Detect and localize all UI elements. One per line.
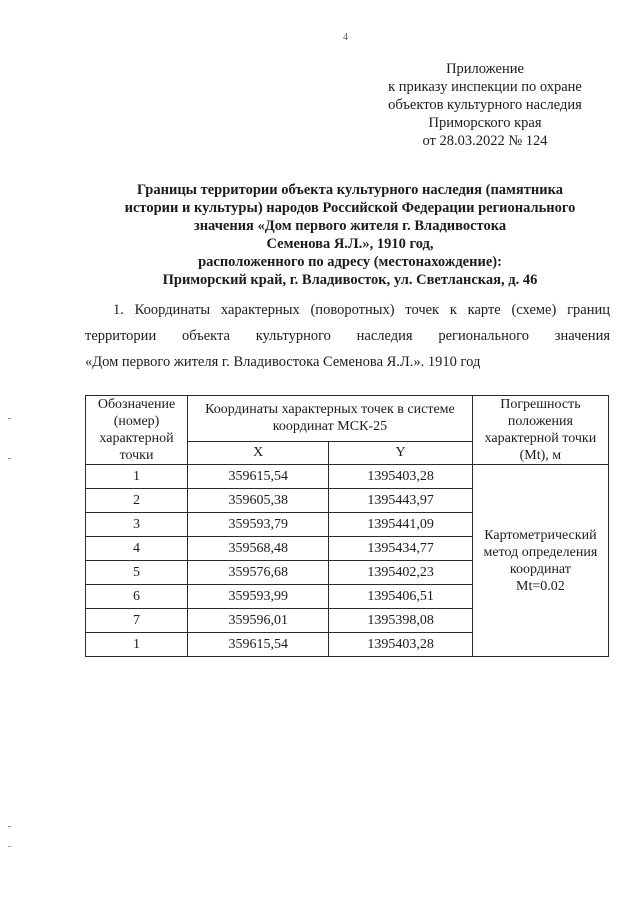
scan-artifact	[8, 826, 11, 827]
paragraph-line: территории объекта культурного наследия регионального значения	[85, 328, 610, 344]
cell-point: 3	[86, 513, 188, 537]
appendix-line: к приказу инспекции по охране	[388, 79, 582, 95]
appendix-line: объектов культурного наследия	[388, 97, 582, 113]
cell-y: 1395406,51	[329, 585, 473, 609]
appendix-line: от 28.03.2022 № 124	[422, 133, 548, 149]
table-row	[86, 465, 609, 489]
header-point-number: Обозначение (номер) характерной точки	[86, 396, 188, 465]
cell-y: 1395403,28	[329, 465, 473, 489]
coordinates-table	[85, 395, 609, 657]
cell-x: 359615,54	[188, 465, 329, 489]
cell-x: 359576,68	[188, 561, 329, 585]
cell-point: 6	[86, 585, 188, 609]
cell-y: 1395403,28	[329, 633, 473, 657]
cell-y: 1395443,97	[329, 489, 473, 513]
cell-point: 1	[86, 633, 188, 657]
header-x: X	[188, 441, 329, 464]
title-line: Границы территории объекта культурного наследия (памятника	[136, 182, 563, 198]
cell-point: 4	[86, 537, 188, 561]
appendix-line: Приморского края	[428, 115, 542, 131]
title-line: истории и культуры) народов Российской Федерации регионального	[124, 200, 576, 216]
page-mark: 4	[343, 32, 348, 43]
cell-y: 1395441,09	[329, 513, 473, 537]
appendix-block	[380, 60, 590, 150]
cell-y: 1395398,08	[329, 609, 473, 633]
header-y: Y	[329, 441, 473, 464]
cell-x: 359593,99	[188, 585, 329, 609]
title-line: расположенного по адресу (местонахождение):	[198, 254, 502, 270]
cell-x: 359596,01	[188, 609, 329, 633]
cell-x: 359615,54	[188, 633, 329, 657]
title-line: значения «Дом первого жителя г. Владивостока	[193, 218, 507, 234]
cell-point: 7	[86, 609, 188, 633]
paragraph-line: 1. Координаты характерных (поворотных) точек к карте (схеме) границ	[113, 302, 610, 318]
cell-method: Картометрический метод определения координат Mt=0.02	[472, 465, 608, 657]
title-line: Семенова Я.Л.», 1910 год,	[266, 236, 434, 252]
scan-artifact	[8, 846, 11, 847]
title-line: Приморский край, г. Владивосток, ул. Светланская, д. 46	[162, 272, 538, 288]
scan-artifact	[8, 458, 11, 459]
appendix-line: Приложение	[446, 61, 524, 77]
cell-y: 1395402,23	[329, 561, 473, 585]
cell-point: 2	[86, 489, 188, 513]
scan-artifact	[8, 418, 11, 419]
cell-x: 359593,79	[188, 513, 329, 537]
document-title	[80, 181, 620, 289]
cell-x: 359605,38	[188, 489, 329, 513]
cell-y: 1395434,77	[329, 537, 473, 561]
cell-point: 1	[86, 465, 188, 489]
paragraph-line: «Дом первого жителя г. Владивостока Семенова Я.Л.». 1910 год	[85, 354, 481, 370]
cell-point: 5	[86, 561, 188, 585]
section-paragraph	[85, 297, 610, 375]
cell-x: 359568,48	[188, 537, 329, 561]
header-error: Погрешность положения характерной точки (Mt), м	[472, 396, 608, 465]
header-coordinates: Координаты характерных точек в системе координат МСК-25	[188, 396, 473, 442]
